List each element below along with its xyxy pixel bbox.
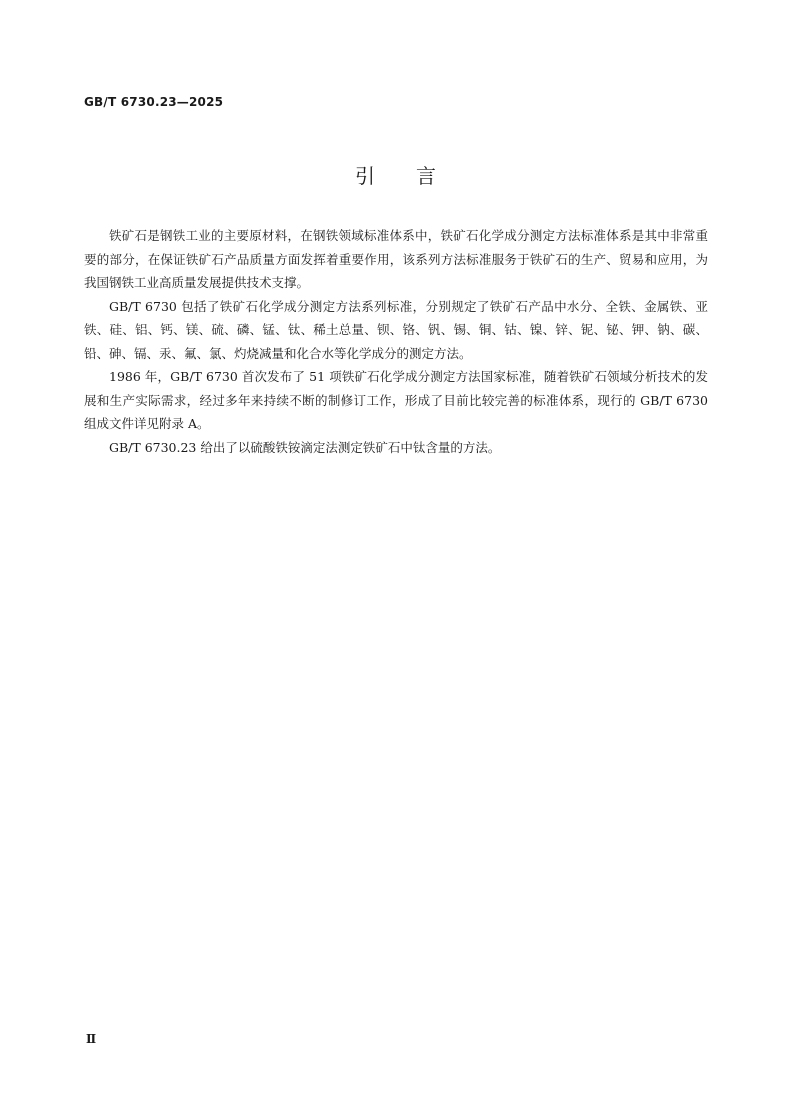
paragraph: 1986 年，GB/T 6730 首次发布了 51 项铁矿石化学成分测定方法国家标准，随着铁矿石领域分析技术的发展和生产实际需求，经过多年来持续不断的制修订工作，形成了目前比较完善的标准体系，现行的 GB/T 6730 组成文件详见附录 A。 — [84, 369, 708, 431]
page-number: Ⅱ — [86, 1032, 97, 1046]
introduction-body — [84, 224, 708, 459]
paragraph: GB/T 6730 包括了铁矿石化学成分测定方法系列标准，分别规定了铁矿石产品中水分、全铁、金属铁、亚铁、硅、铝、钙、镁、硫、磷、锰、钛、稀土总量、钡、铬、钒、锡、铜、钴、镍、锌、铌、铋、钾、钠、碳、铅、砷、镉、汞、氟、氯、灼烧减量和化合水等化学成分的测定方法。 — [84, 298, 708, 361]
paragraph: GB/T 6730.23 给出了以硫酸铁铵滴定法测定铁矿石中钛含量的方法。 — [109, 439, 501, 455]
standard-code-header: GB/T 6730.23—2025 — [84, 95, 224, 109]
title-char: 引 — [355, 164, 376, 188]
title-char: 言 — [416, 164, 437, 188]
paragraph: 铁矿石是钢铁工业的主要原材料，在钢铁领域标准体系中，铁矿石化学成分测定方法标准体系是其中非常重要的部分，在保证铁矿石产品质量方面发挥着重要作用，该系列方法标准服务于铁矿石的生产、贸易和应用，为我国钢铁工业高质量发展提供技术支撑。 — [84, 228, 708, 290]
page-title — [0, 160, 792, 189]
